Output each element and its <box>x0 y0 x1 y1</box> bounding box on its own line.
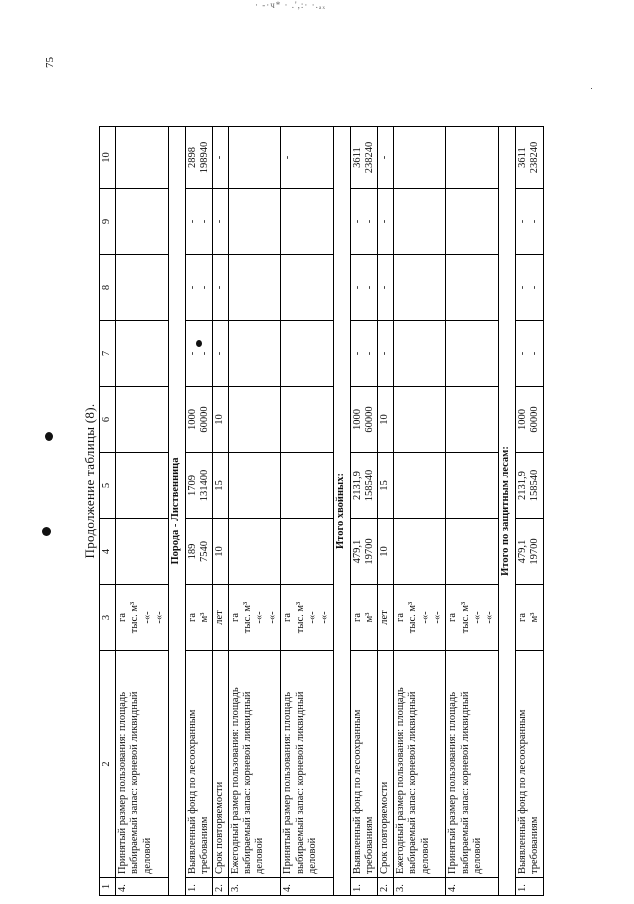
cell-value: - <box>529 351 541 356</box>
cell-value: 60000 <box>364 406 375 433</box>
unit-label: лет <box>379 610 391 625</box>
cell-value: 60000 <box>198 406 210 433</box>
scan-speck <box>42 527 51 536</box>
value-cell <box>393 387 446 453</box>
unit-label: га <box>282 613 294 622</box>
cell-value: - <box>379 219 391 224</box>
unit-label: тыс. м³ <box>407 601 419 634</box>
value-cell <box>378 453 393 519</box>
table-row <box>378 127 393 896</box>
table-row <box>350 127 378 896</box>
value-cell <box>446 519 499 585</box>
cell-value: - <box>379 155 391 160</box>
unit-label: -«- <box>141 611 153 624</box>
value-cell <box>185 387 213 453</box>
unit-cell <box>281 585 334 651</box>
value-cell <box>350 189 378 255</box>
unit-cell <box>228 585 281 651</box>
row-number: 2. <box>378 878 393 896</box>
cell-value: 1000 <box>351 409 363 430</box>
value-cell <box>393 255 446 321</box>
value-cell <box>393 453 446 519</box>
value-cell <box>515 387 543 453</box>
unit-label: -«- <box>484 611 496 624</box>
cell-value: 19700 <box>364 538 375 565</box>
header-cell: 10 <box>100 127 116 189</box>
forest-use-table <box>99 126 544 896</box>
unit-cell <box>515 585 543 651</box>
value-cell <box>185 255 213 321</box>
unit-label: -«- <box>154 611 166 624</box>
unit-label: -«- <box>266 611 278 624</box>
value-cell <box>446 127 499 189</box>
table-row <box>228 127 281 896</box>
cell-value: - <box>364 285 375 290</box>
unit-label: лет <box>214 610 226 625</box>
cell-value: - <box>186 351 198 356</box>
table-row <box>185 127 213 896</box>
row-number: 4. <box>281 878 334 896</box>
header-cell: 7 <box>100 321 116 387</box>
unit-label: га <box>186 613 198 622</box>
cell-value: - <box>364 351 375 356</box>
cell-value: - <box>282 155 294 160</box>
value-cell <box>185 453 213 519</box>
value-cell <box>515 189 543 255</box>
value-cell <box>378 519 393 585</box>
cell-value: 238240 <box>529 141 541 174</box>
unit-label: га <box>351 613 363 622</box>
row-description: Принятый размер пользования: площадь выбираемый запас: корневой ликвидный деловой <box>116 651 169 878</box>
row-description: Выявленный фонд по лесоохранным требованиям <box>515 651 543 878</box>
table-row <box>515 127 543 896</box>
unit-cell <box>393 585 446 651</box>
cell-value: 19700 <box>529 538 541 565</box>
cell-value: 1000 <box>186 409 198 430</box>
cell-value: - <box>379 285 391 290</box>
value-cell <box>116 127 169 189</box>
section-title: Порода - Лиственница <box>168 127 185 896</box>
header-cell: 8 <box>100 255 116 321</box>
value-cell <box>446 453 499 519</box>
table-row <box>116 127 169 896</box>
value-cell <box>228 519 281 585</box>
cell-value: 10 <box>214 414 226 425</box>
value-cell <box>350 387 378 453</box>
value-cell <box>213 453 228 519</box>
unit-label: тыс. м³ <box>129 601 141 634</box>
value-cell <box>378 255 393 321</box>
value-cell <box>185 321 213 387</box>
cell-value: - <box>186 285 198 290</box>
cell-value: - <box>516 219 528 224</box>
cell-value: 479,1 <box>351 539 363 564</box>
row-description: Срок повторяемости <box>378 651 393 878</box>
value-cell <box>185 189 213 255</box>
unit-cell <box>213 585 228 651</box>
table-row <box>281 127 334 896</box>
section-row <box>168 127 185 896</box>
row-description: Принятый размер пользования: площадь выбираемый запас: корневой ликвидный деловой <box>281 651 334 878</box>
table-body <box>100 127 544 896</box>
header-row <box>100 127 116 896</box>
scan-speck <box>591 88 592 89</box>
row-number: 1. <box>185 878 213 896</box>
value-cell <box>213 519 228 585</box>
row-number: 2. <box>213 878 228 896</box>
cell-value: 1709 <box>186 475 198 496</box>
value-cell <box>213 127 228 189</box>
unit-cell <box>185 585 213 651</box>
section-row <box>333 127 350 896</box>
value-cell <box>350 127 378 189</box>
header-cell: 2 <box>100 651 116 878</box>
unit-cell <box>378 585 393 651</box>
value-cell <box>350 321 378 387</box>
cell-value: - <box>516 351 528 356</box>
row-description: Ежегодный размер пользования: площадь выбираемый запас: корневой ликвидный деловой <box>393 651 446 878</box>
cell-value: - <box>186 219 198 224</box>
value-cell <box>213 321 228 387</box>
cell-value: 189 <box>186 543 198 560</box>
value-cell <box>393 189 446 255</box>
unit-label: га <box>117 613 128 622</box>
table-caption: Продолжение таблицы (8). <box>82 403 97 559</box>
cell-value: 1000 <box>516 409 528 430</box>
cell-value: 2131,9 <box>516 471 528 500</box>
value-cell <box>116 519 169 585</box>
rotated-page-content <box>76 66 552 896</box>
value-cell <box>228 453 281 519</box>
row-description: Выявленный фонд по лесоохранным требованиям <box>185 651 213 878</box>
value-cell <box>515 127 543 189</box>
cell-value: 198940 <box>198 141 210 174</box>
cell-value: 158540 <box>364 469 375 502</box>
unit-label: га <box>394 613 406 622</box>
table-row <box>213 127 228 896</box>
value-cell <box>228 387 281 453</box>
unit-label: -«- <box>431 611 443 624</box>
value-cell <box>228 127 281 189</box>
value-cell <box>515 519 543 585</box>
cell-value: 2131,9 <box>351 471 363 500</box>
value-cell <box>350 453 378 519</box>
cell-value: 15 <box>379 480 391 491</box>
cell-value: 238240 <box>364 141 375 174</box>
unit-label: га <box>447 613 459 622</box>
value-cell <box>281 453 334 519</box>
unit-label: га <box>516 613 528 622</box>
table-row <box>393 127 446 896</box>
row-number: 1. <box>515 878 543 896</box>
section-row <box>498 127 515 896</box>
value-cell <box>446 255 499 321</box>
value-cell <box>228 189 281 255</box>
unit-label: тыс. м³ <box>242 601 253 634</box>
unit-label: тыс. м³ <box>459 601 471 634</box>
cell-value: 479,1 <box>516 539 528 564</box>
cell-value: - <box>351 219 363 224</box>
value-cell <box>378 127 393 189</box>
unit-label: м³ <box>198 612 210 623</box>
value-cell <box>228 321 281 387</box>
section-title: Итого хвойных: <box>333 127 350 896</box>
cell-value: - <box>351 285 363 290</box>
row-number: 1. <box>350 878 378 896</box>
value-cell <box>116 321 169 387</box>
value-cell <box>116 255 169 321</box>
value-cell <box>213 189 228 255</box>
cell-value: - <box>364 219 375 224</box>
cell-value: - <box>214 155 226 160</box>
row-description: Ежегодный размер пользования: площадь выбираемый запас: корневой ликвидный деловой <box>228 651 281 878</box>
unit-label: -«- <box>254 611 266 624</box>
value-cell <box>515 255 543 321</box>
value-cell <box>350 519 378 585</box>
value-cell <box>281 255 334 321</box>
header-cell: 9 <box>100 189 116 255</box>
value-cell <box>281 519 334 585</box>
scan-noise: · -·ч* · .',:· ·.ₐₓ <box>255 0 326 10</box>
row-number: 4. <box>446 878 499 896</box>
value-cell <box>213 387 228 453</box>
cell-value: - <box>214 351 226 356</box>
value-cell <box>378 387 393 453</box>
cell-value: - <box>198 351 210 356</box>
value-cell <box>378 321 393 387</box>
value-cell <box>281 387 334 453</box>
cell-value: 10 <box>379 546 391 557</box>
value-cell <box>393 321 446 387</box>
unit-label: тыс. м³ <box>294 601 306 634</box>
value-cell <box>281 321 334 387</box>
cell-value: - <box>198 219 210 224</box>
value-cell <box>446 321 499 387</box>
value-cell <box>116 387 169 453</box>
unit-label: -«- <box>319 611 331 624</box>
value-cell <box>116 453 169 519</box>
row-number: 3. <box>393 878 446 896</box>
value-cell <box>378 189 393 255</box>
section-title: Итого по защитным лесам: <box>498 127 515 896</box>
cell-value: - <box>351 351 363 356</box>
cell-value: 7540 <box>198 541 210 562</box>
value-cell <box>185 127 213 189</box>
cell-value: 3611 <box>351 147 363 168</box>
header-cell: 3 <box>100 585 116 651</box>
cell-value: 15 <box>214 480 226 491</box>
unit-label: м³ <box>364 612 375 623</box>
row-description: Срок повторяемости <box>213 651 228 878</box>
scan-speck <box>45 432 53 441</box>
unit-label: м³ <box>529 612 541 623</box>
cell-value: - <box>214 285 226 290</box>
value-cell <box>393 519 446 585</box>
header-cell: 1 <box>100 878 116 896</box>
header-cell: 6 <box>100 387 116 453</box>
row-number: 3. <box>228 878 281 896</box>
row-description: Выявленный фонд по лесоохранным требованиям <box>350 651 378 878</box>
unit-cell <box>350 585 378 651</box>
table-row <box>446 127 499 896</box>
value-cell <box>515 321 543 387</box>
value-cell <box>446 189 499 255</box>
cell-value: 3611 <box>516 147 528 168</box>
cell-value: - <box>529 219 541 224</box>
cell-value: 131400 <box>198 469 210 502</box>
unit-cell <box>446 585 499 651</box>
value-cell <box>446 387 499 453</box>
cell-value: - <box>214 219 226 224</box>
cell-value: 10 <box>214 546 226 557</box>
header-cell: 4 <box>100 519 116 585</box>
cell-value: 10 <box>379 414 391 425</box>
value-cell <box>281 189 334 255</box>
unit-label: -«- <box>472 611 483 624</box>
row-number: 4. <box>116 878 169 896</box>
value-cell <box>350 255 378 321</box>
cell-value: - <box>529 285 541 290</box>
value-cell <box>116 189 169 255</box>
unit-label: га <box>229 613 241 622</box>
cell-value: 2898 <box>186 147 198 168</box>
header-cell: 5 <box>100 453 116 519</box>
value-cell <box>393 127 446 189</box>
unit-label: -«- <box>419 611 431 624</box>
page-number: 75 <box>44 57 56 68</box>
value-cell <box>185 519 213 585</box>
value-cell <box>213 255 228 321</box>
unit-label: -«- <box>306 611 318 624</box>
unit-cell <box>116 585 169 651</box>
cell-value: - <box>198 285 210 290</box>
cell-value: - <box>379 351 391 356</box>
row-description: Принятый размер пользования: площадь выбираемый запас: корневой ликвидный деловой <box>446 651 499 878</box>
cell-value: 60000 <box>529 406 541 433</box>
value-cell <box>281 127 334 189</box>
value-cell <box>515 453 543 519</box>
cell-value: - <box>516 285 528 290</box>
value-cell <box>228 255 281 321</box>
cell-value: 158540 <box>529 469 541 502</box>
